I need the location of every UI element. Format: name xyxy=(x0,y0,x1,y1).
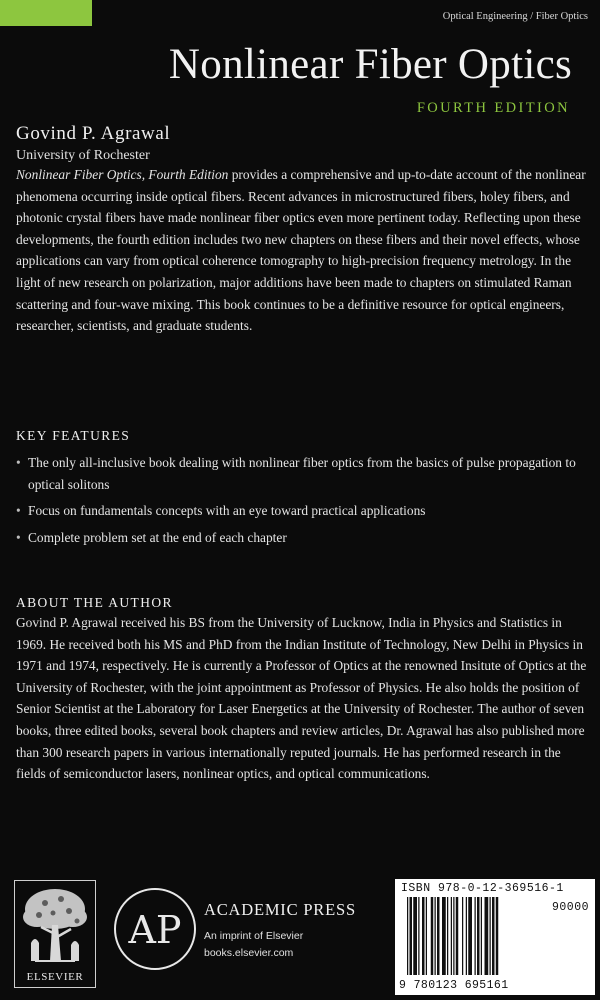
author-name: Govind P. Agrawal xyxy=(16,123,171,144)
elsevier-tree-icon xyxy=(15,881,95,969)
about-author-heading: ABOUT THE AUTHOR xyxy=(16,595,173,610)
barcode-bar xyxy=(442,897,446,975)
barcode-bar xyxy=(413,897,417,975)
edition-label: FOURTH EDITION xyxy=(416,100,570,116)
author-bio: Govind P. Agrawal received his BS from the University of Lucknow, India in Physics and Statistics in 1969. He received both his MS and PhD from the Indian Institute of Technology, New Delhi in Physics in 1971 and 1974, respectively. He is currently a Professor of Optics at the renowned Insitute of Optics at the University of Rochester, with the joint appointment as Professor of Physics. He also holds the position of Senior Scientist at the Laboratory for Laser Energetics at the University of Rochester. The author of seven books, three edited books, several book chapters and review articles, Dr. Agrawal has also published more than 300 research papers in various internationally reputed journals. He has performed research in the fields of semiconductor lasers, nonlinear optics, and optical communications. xyxy=(16,615,587,782)
barcode-bar xyxy=(466,897,467,975)
barcode-bar xyxy=(437,897,440,975)
bullet-icon: • xyxy=(16,529,21,545)
barcode-bar xyxy=(485,897,489,975)
barcode-bar xyxy=(468,897,472,975)
list-item xyxy=(16,500,588,522)
elsevier-wordmark: ELSEVIER xyxy=(26,971,84,983)
elsevier-logo xyxy=(14,880,96,988)
bullet-icon: • xyxy=(16,455,21,470)
isbn-barcode xyxy=(395,879,595,995)
feature-text: The only all-inclusive book dealing with nonlinear fiber optics from the basics of pulse propagation to optical solitons xyxy=(28,455,576,492)
barcode-bar xyxy=(462,897,463,975)
list-item xyxy=(16,527,588,549)
barcode-bar xyxy=(481,897,482,975)
isbn-text: ISBN 978-0-12-369516-1 xyxy=(401,882,564,895)
description-title-italic: Nonlinear Fiber Optics, Fourth Edition xyxy=(16,167,229,182)
key-features-heading: KEY FEATURES xyxy=(16,428,131,443)
description-text: provides a comprehensive and up-to-date account of the nonlinear phenomena occurring inside optical fibers. Recent advances in microstructured fibers, holey fibers, and photonic crystal fibers have made nonlinear fiber optics even more pertinent today. Reflecting upon these developments, the fourth edition includes two new chapters on these fibers and their novel effects, whose applications can vary from optical coherence tomography to high-precision frequency metrology. In the light of new research on polarization, major additions have been made to chapters on stimulated Raman scattering and four-wave mixing. This book continues to be a definitive resource for optical engineers, researcher, scientists, and graduate students. xyxy=(16,167,586,334)
author-affiliation: University of Rochester xyxy=(16,148,150,163)
barcode-bar xyxy=(475,897,476,975)
barcode-bar xyxy=(426,897,427,975)
barcode-bar xyxy=(451,897,452,975)
barcode-bar xyxy=(407,897,408,975)
barcode-bar xyxy=(447,897,448,975)
green-accent-bar xyxy=(0,0,92,26)
barcode-bar xyxy=(410,897,413,975)
barcode-bar xyxy=(477,897,480,975)
book-description xyxy=(16,164,588,337)
publisher-name: ACADEMIC PRESS xyxy=(204,900,356,919)
category-label: Optical Engineering / Fiber Optics xyxy=(442,11,588,22)
price-code: 90000 xyxy=(551,901,589,914)
ap-monogram: AP xyxy=(128,908,182,952)
feature-text: Focus on fundamentals concepts with an eye toward practical applications xyxy=(28,503,426,519)
academic-press-logo xyxy=(112,886,198,972)
barcode-bar xyxy=(496,897,499,975)
bullet-icon: • xyxy=(16,503,21,519)
key-features-list xyxy=(16,452,588,553)
book-title: Nonlinear Fiber Optics xyxy=(168,41,572,88)
barcode-bars-icon xyxy=(407,897,531,975)
barcode-bar xyxy=(490,897,491,975)
barcode-bar xyxy=(492,897,495,975)
barcode-bar xyxy=(422,897,425,975)
barcode-bar xyxy=(435,897,436,975)
barcode-bar xyxy=(456,897,459,975)
barcode-bar xyxy=(453,897,454,975)
barcode-digits: 9 780123 695161 xyxy=(399,979,509,992)
publisher-website: books.elsevier.com xyxy=(204,947,294,959)
barcode-bar xyxy=(418,897,419,975)
publisher-imprint: An imprint of Elsevier xyxy=(204,930,304,942)
barcode-bar xyxy=(431,897,434,975)
list-item xyxy=(16,452,588,495)
feature-text: Complete problem set at the end of each chapter xyxy=(28,529,287,545)
